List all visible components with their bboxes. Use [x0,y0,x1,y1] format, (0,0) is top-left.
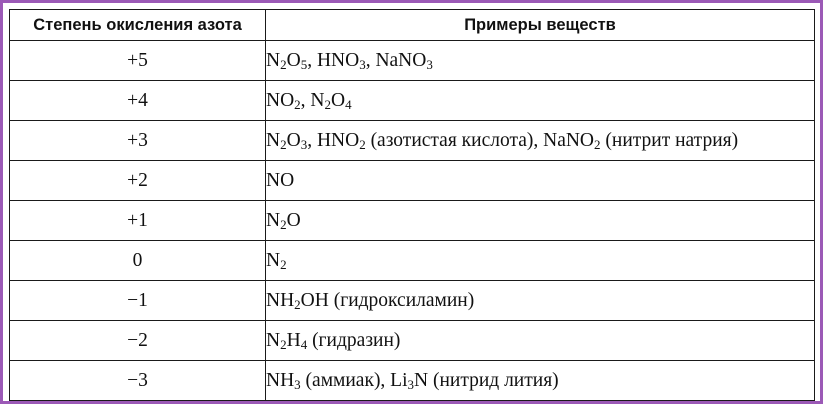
formula-text: (нитрит натрия) [600,129,739,151]
formula-text: (аммиак), Li [300,369,408,391]
header-row [10,10,815,41]
table-row [10,161,815,201]
formula-subscript: 4 [345,96,352,112]
formula-subscript: 3 [407,376,415,392]
table-row [10,81,815,121]
oxidation-state-cell: −3 [10,361,266,401]
examples-cell [266,281,815,321]
formula-text: N (нитрид лития) [414,369,559,391]
oxidation-state-cell: +2 [10,161,266,201]
oxidation-state-cell: +4 [10,81,266,121]
formula-subscript: 3 [294,376,301,392]
header-oxidation-state: Степень окисления азота [10,10,266,41]
formula-text: N [266,129,281,151]
formula-text: N [266,329,281,351]
table-row [10,121,815,161]
formula-text: NO [266,89,295,111]
formula-text: (гидразин) [307,329,401,351]
formula-subscript: 3 [359,56,366,72]
formula-text: OH (гидроксиламин) [300,289,475,311]
examples-cell [266,321,815,361]
formula-subscript: 2 [280,136,287,152]
oxidation-state-cell: +5 [10,41,266,81]
table-body [10,41,815,401]
formula-subscript: 2 [359,136,366,152]
oxidation-state-cell: 0 [10,241,266,281]
formula-text: N [266,249,281,271]
formula-text: NH [266,289,295,311]
formula-subscript: 2 [594,136,601,152]
examples-cell [266,121,815,161]
formula-text: , N [300,89,325,111]
formula-text: , HNO [307,49,360,71]
formula-text: N [266,209,281,231]
formula-subscript: 2 [294,296,301,312]
formula-subscript: 3 [426,56,433,72]
oxidation-states-table [9,9,815,401]
formula-subscript: 2 [280,256,287,272]
formula-subscript: 5 [300,56,308,72]
table-row [10,201,815,241]
table-row [10,41,815,81]
formula-text: O [286,209,301,231]
table-row [10,281,815,321]
examples-cell [266,41,815,81]
oxidation-state-cell: −2 [10,321,266,361]
examples-cell [266,81,815,121]
header-examples: Примеры веществ [266,10,815,41]
table-row [10,361,815,401]
oxidation-state-cell: −1 [10,281,266,321]
oxidation-state-cell: +3 [10,121,266,161]
formula-text: NO [266,169,295,191]
formula-subscript: 2 [280,336,287,352]
examples-cell [266,361,815,401]
formula-subscript: 4 [300,336,308,352]
formula-subscript: 2 [280,216,287,232]
examples-cell [266,241,815,281]
formula-text: (азотистая кислота), NaNO [365,129,595,151]
table-row [10,241,815,281]
table-row [10,321,815,361]
formula-text: O [286,129,301,151]
formula-text: O [331,89,346,111]
formula-subscript: 2 [280,56,287,72]
formula-text: H [286,329,301,351]
examples-cell [266,201,815,241]
formula-text: , HNO [307,129,360,151]
formula-text: , NaNO [365,49,427,71]
formula-text: NH [266,369,295,391]
formula-subscript: 2 [294,96,301,112]
formula-text: N [266,49,281,71]
formula-subscript: 3 [300,136,308,152]
oxidation-state-cell: +1 [10,201,266,241]
examples-cell [266,161,815,201]
formula-subscript: 2 [324,96,332,112]
formula-text: O [286,49,301,71]
